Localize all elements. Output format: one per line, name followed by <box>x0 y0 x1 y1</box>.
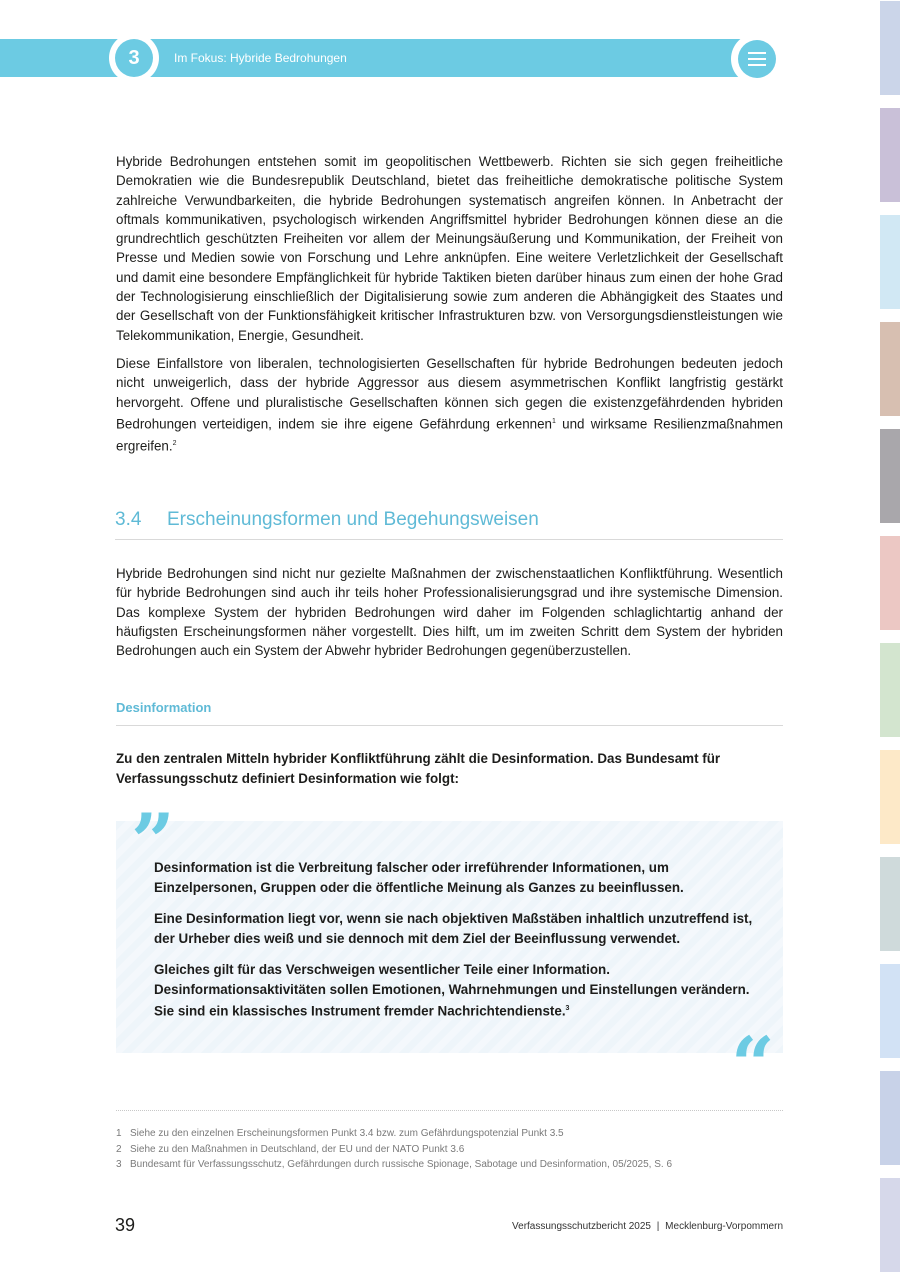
chapter-tab[interactable] <box>880 1178 900 1272</box>
subsection-heading: Desinformation <box>116 699 783 726</box>
paragraph: Diese Einfallstore von liberalen, technologisierten Gesellschaften für hybride Bedrohungen bedeuten jedoch nicht unweigerlich, dass der hybride Aggressor aus diesem asymmetrischen Konflikt langfristig gestärkt hervorgeht. Offene und pluralistische Gesellschaften können sich gegen die existenzgefährdenden hybriden Bedrohungen verteidigen, indem sie ihre eigene Gefährdung erkennen$^1$ und wirksame Resilienzmaßnahmen ergreifen.$^2$ <box>116 355 783 454</box>
footnote-ref[interactable]: 3 <box>565 1005 570 1012</box>
chapter-tab[interactable] <box>880 643 900 737</box>
chapter-side-tabs <box>880 0 900 1272</box>
lead-paragraph: Zu den zentralen Mitteln hybrider Konfliktführung zählt die Desinformation. Das Bundesamt für Verfassungsschutz definiert Desinformation wie folgt: <box>116 751 721 786</box>
chapter-number-badge <box>109 33 159 83</box>
menu-button[interactable] <box>731 33 783 85</box>
publication-title: Verfassungsschutzbericht 2025 <box>512 1221 651 1232</box>
chapter-tab[interactable] <box>880 215 900 309</box>
section-title: Erscheinungsformen und Begehungsweisen <box>167 509 539 530</box>
chapter-tab[interactable] <box>880 857 900 951</box>
paragraph: Hybride Bedrohungen sind nicht nur gezielte Maßnahmen der zwischenstaatlichen Konfliktführung. Wesentlich für hybride Bedrohungen sind auch ihr teils hoher Professionalisierungsgrad und ihre systemische Dimension. Das komplexe System der hybriden Bedrohungen wird daher im Folgenden schlaglichtartig anhand der häufigsten Erscheinungsformen näher vorgestellt. Dies hilft, um im zweiten Schritt dem System der hybriden Bedrohungen auch ein System der Abwehr hybrider Bedrohungen gegenüberzustellen. <box>116 566 783 659</box>
section-body <box>116 564 783 660</box>
publication-footer <box>512 1219 783 1235</box>
quote-paragraph: Desinformation ist die Verbreitung falscher oder irreführender Informationen, um Einzelpersonen, Gruppen oder die öffentliche Meinung als Ganzes zu beeinflussen. <box>154 860 684 895</box>
footnote-divider <box>116 1110 783 1111</box>
close-quote-icon: “ <box>731 1020 775 1109</box>
chapter-tab[interactable] <box>880 750 900 844</box>
chapter-tab[interactable] <box>880 964 900 1058</box>
chapter-tab[interactable] <box>880 1071 900 1165</box>
footer-separator: | <box>656 1221 660 1232</box>
chapter-tab[interactable] <box>880 322 900 416</box>
quote-paragraph: Gleiches gilt für das Verschweigen wesentlicher Teile einer Information. Desinformationsaktivitäten sollen Emotionen, Wahrnehmungen und Einstellungen verändern. Sie sind ein klassisches Instrument fremder Nachrichtendienste.$^3$ <box>154 962 750 1019</box>
chapter-tab[interactable] <box>880 108 900 202</box>
footnote-ref[interactable]: 2 <box>172 439 177 447</box>
footnote: 3 Bundesamt für Verfassungsschutz, Gefährdungen durch russische Spionage, Sabotage und Desinformation, 05/2025, S. 6 <box>116 1159 673 1170</box>
paragraph: Hybride Bedrohungen entstehen somit im geopolitischen Wettbewerb. Richten sie sich gegen freiheitliche Demokratien wie die Bundesrepublik Deutschland, bietet das freiheitliche demokratische politische System zahlreiche Verwundbarkeiten, die hybride Bedrohungen systematisch angreifen können. In Anbetracht der oftmals kommunikativen, psychologisch wirkenden Angriffsmittel hybrider Bedrohungen können diese an die grundrechtlich geschützten Freiheiten vor allem der Meinungsäußerung und Kommunikation, der Freiheit von Presse und Medien sowie von Forschung und Lehre anknüpfen. Eine weitere Verletzlichkeit der Gesellschaft und damit eine besondere Empfänglichkeit für hybride Taktiken bieten darüber hinaus zum einen der hohe Grad der Technologisierung einschließlich der Digitalisierung sowie zum anderen die Abhängigkeit des Staates und der Gesellschaft von der Funktionsfähigkeit kritischer Infrastrukturen bzw. von Versorgungsdienstleistungen wie Telekommunikation, Energie, Gesundheit. <box>116 154 783 343</box>
section-number: 3.4 <box>115 509 142 530</box>
body-text <box>116 152 783 455</box>
section-heading <box>115 506 783 540</box>
publication-region: Mecklenburg-Vorpommern <box>665 1221 783 1232</box>
chapter-tab[interactable] <box>880 536 900 630</box>
open-quote-icon: ” <box>131 797 175 886</box>
chapter-title: Im Fokus: Hybride Bedrohungen <box>174 51 347 65</box>
quote-paragraph: Eine Desinformation liegt vor, wenn sie nach objektiven Maßstäben inhaltlich unzutreffend ist, der Urheber dies weiß und sie dennoch mit dem Ziel der Beeinflussung verwendet. <box>154 911 753 946</box>
chapter-number: 3 <box>115 39 153 77</box>
chapter-tab[interactable] <box>880 1 900 95</box>
footnotes <box>116 1126 783 1173</box>
page-number: 39 <box>115 1215 136 1235</box>
hamburger-menu-icon[interactable] <box>738 40 776 78</box>
chapter-tab[interactable] <box>880 429 900 523</box>
footnote: 2 Siehe zu den Maßnahmen in Deutschland, der EU und der NATO Punkt 3.6 <box>116 1143 465 1155</box>
footnote: 1 Siehe zu den einzelnen Erscheinungsformen Punkt 3.4 bzw. zum Gefährdungspotenzial Punkt 3.5 <box>116 1128 564 1139</box>
footnote-ref[interactable]: 1 <box>552 417 556 425</box>
